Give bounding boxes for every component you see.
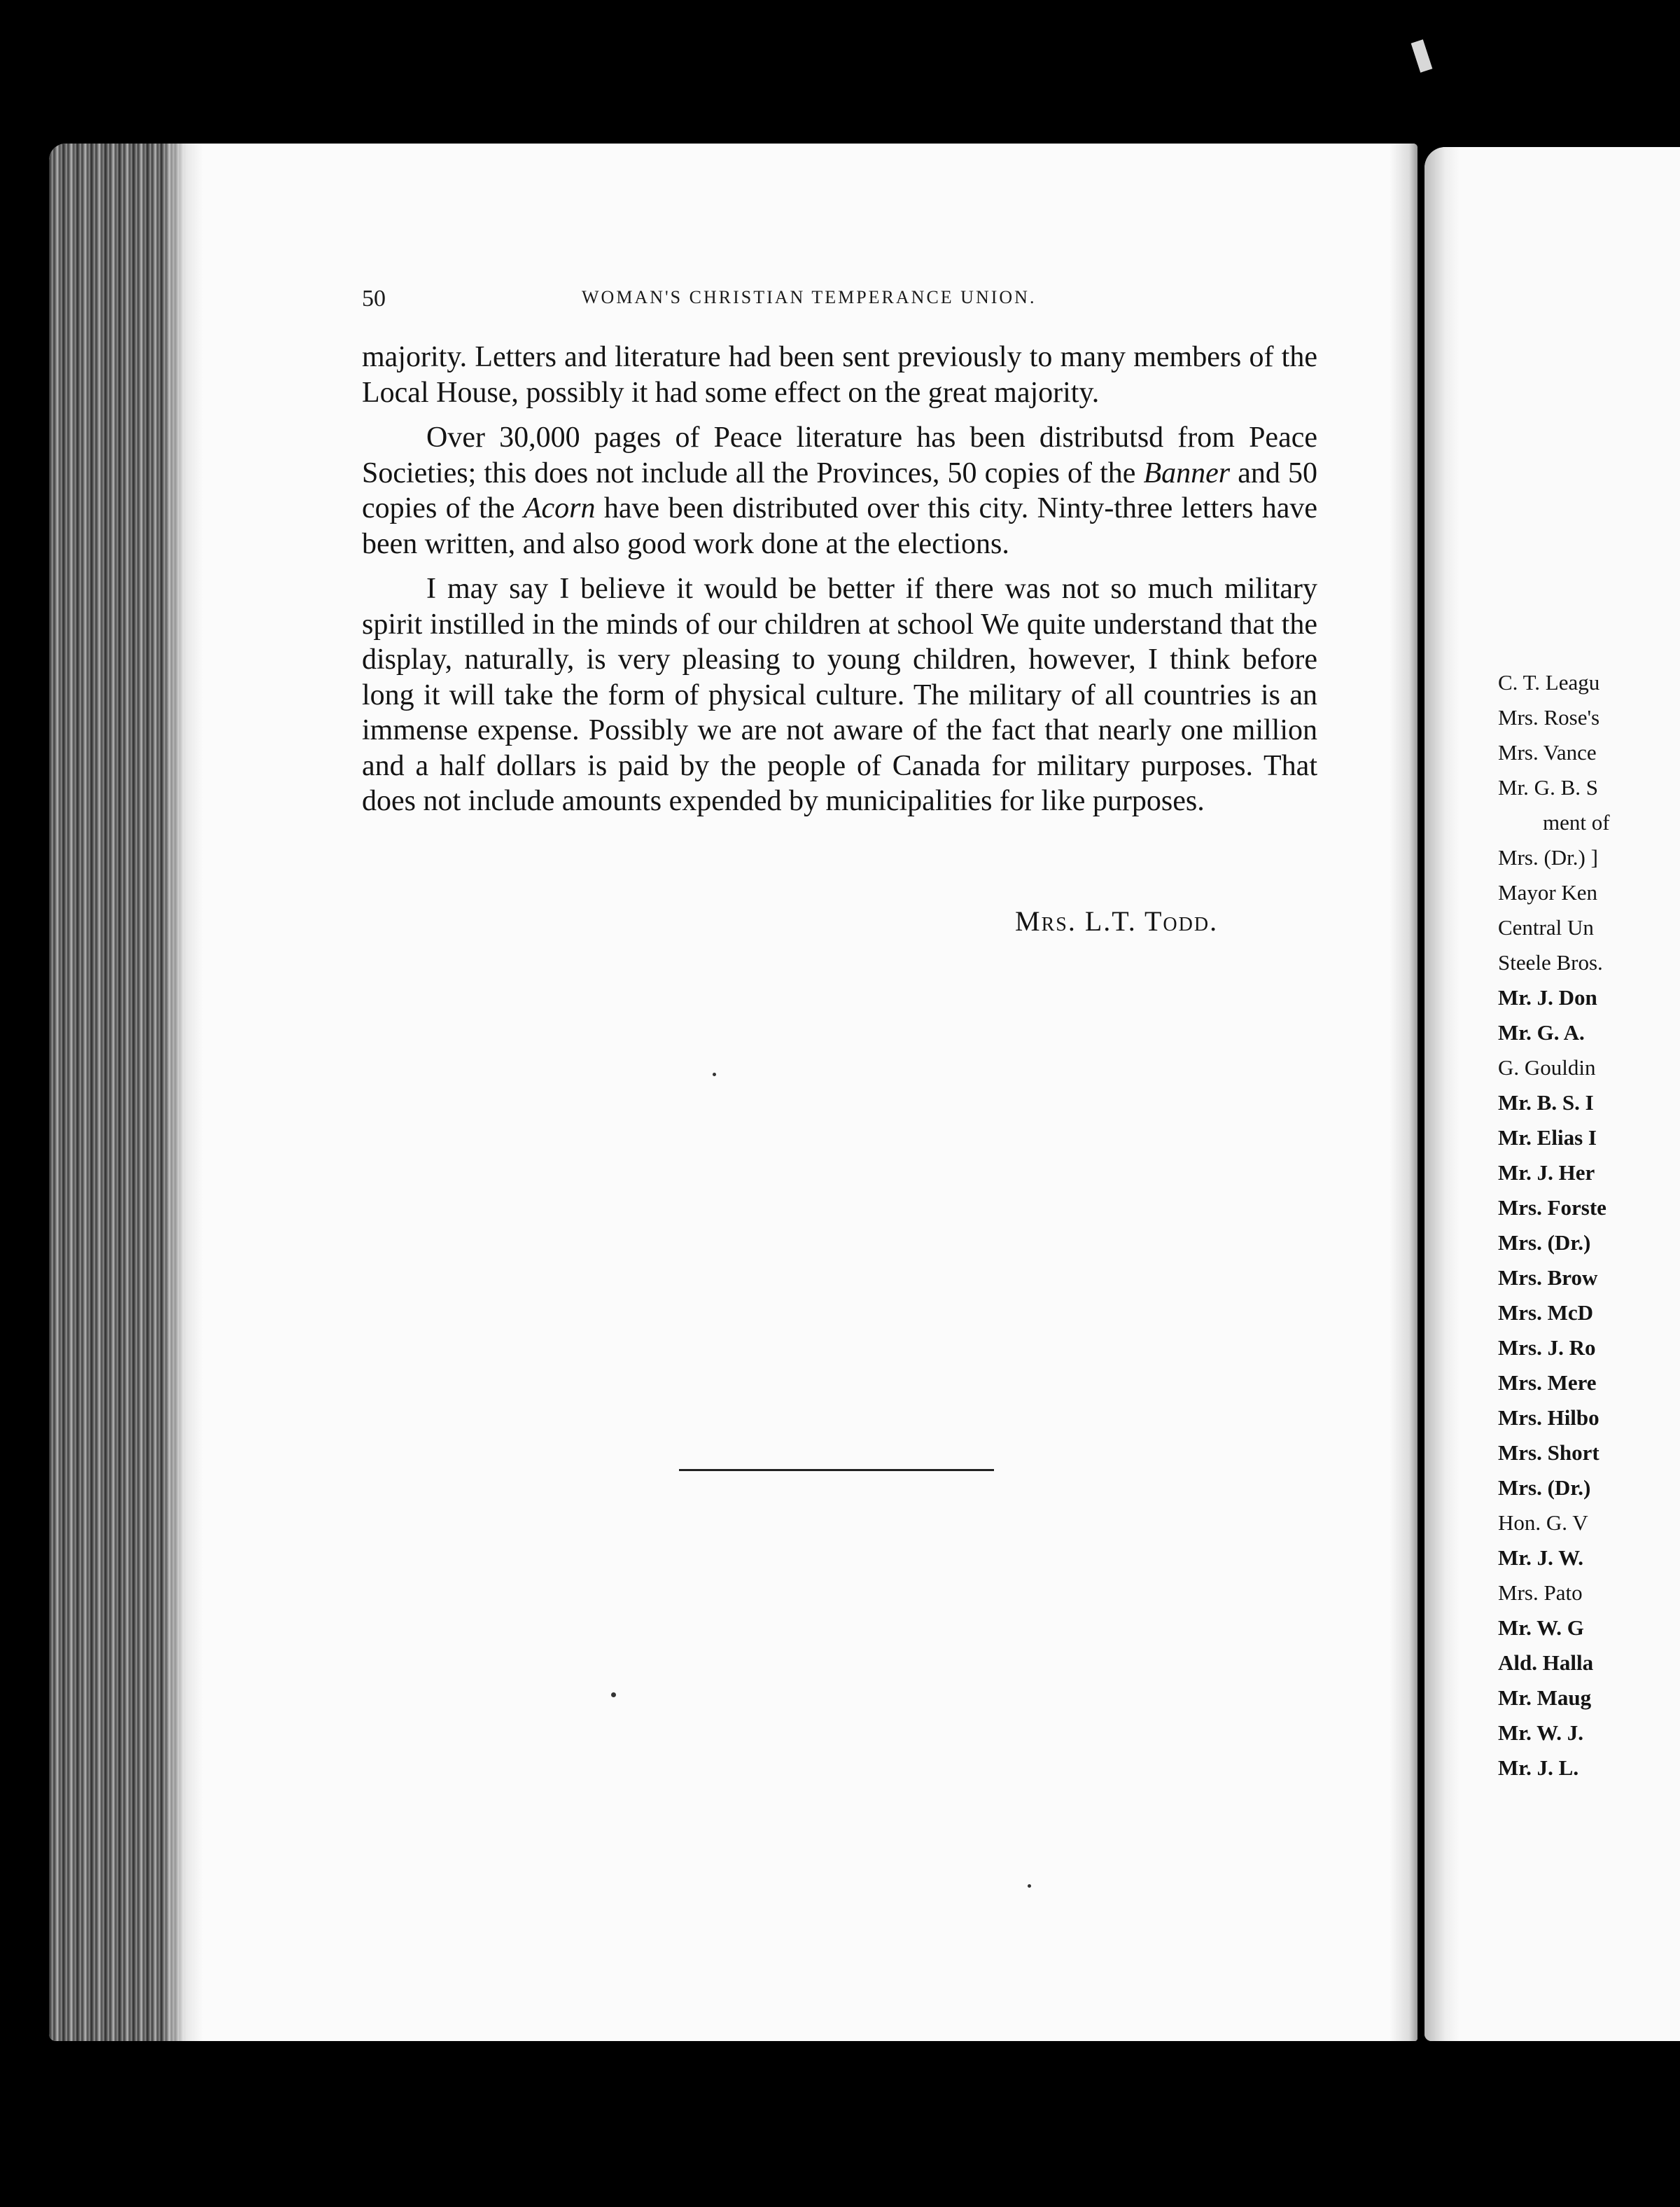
list-item: Mr. J. Don	[1498, 985, 1597, 1010]
speck	[1028, 1884, 1031, 1888]
list-item: Mr. Maug	[1498, 1685, 1592, 1710]
list-item: Mr. J. L.	[1498, 1755, 1579, 1780]
speck	[713, 1073, 716, 1076]
paragraph-1: majority. Letters and literature had been sent previously to many members of the Local House, possibly it had some effect on the great majority.	[362, 341, 1317, 409]
list-item: ment of	[1543, 810, 1610, 835]
list-item: Mrs. Brow	[1498, 1265, 1598, 1290]
list-item: Mrs. (Dr.)	[1498, 1475, 1591, 1500]
paragraph-3: I may say I believe it would be better if there was not so much military spirit instilled in the minds of our children at school We quite understand that the display, naturally, is very pleasing to young children, however, I think before long it will take the form of physical culture. The military of all countries is an immense expense. Possibly we are not aware of the fact that nearly one million and a half dollars is paid by the people of Canada for military purposes. That does not include amounts expended by municipalities for like purposes.	[362, 573, 1317, 817]
paragraph-2-part-b: and 50 copies of the	[362, 457, 1317, 524]
right-page-list	[1498, 665, 1680, 1785]
list-item: Mr. Elias I	[1498, 1125, 1597, 1150]
list-item: C. T. Leagu	[1498, 670, 1600, 695]
list-item: Mr. B. S. I	[1498, 1090, 1594, 1115]
banner-title: Banner	[1143, 457, 1231, 489]
paragraph-2-part-a: Over 30,000 pages of Peace literature has been distributsd from Peace Societies; this does not include all the Provinces, 50 copies of the	[362, 422, 1317, 489]
list-item: Central Un	[1498, 915, 1594, 940]
signature: Mrs. L.T. Todd.	[1015, 905, 1219, 937]
list-item: Mr. G. B. S	[1498, 775, 1598, 800]
paragraph-2-part-c: have been distributed over this city. Ninty-three letters have been written, and also good work done at the elections.	[362, 492, 1318, 560]
list-item: Mr. J. Her	[1498, 1160, 1595, 1185]
list-item: Mrs. Hilbo	[1498, 1405, 1600, 1430]
list-item: Mrs. J. Ro	[1498, 1335, 1596, 1360]
page-header	[362, 280, 1321, 315]
page-edges	[49, 144, 203, 2041]
list-item: Mrs. Forste	[1498, 1195, 1606, 1220]
list-item: Mrs. Pato	[1498, 1580, 1583, 1605]
list-item: Mr. J. W.	[1498, 1545, 1584, 1570]
list-item: Mrs. Vance	[1498, 740, 1597, 765]
gutter-shadow	[1390, 144, 1418, 2041]
list-item: G. Gouldin	[1498, 1055, 1596, 1080]
list-item: Hon. G. V	[1498, 1510, 1588, 1535]
list-item: Mrs. (Dr.)	[1498, 1230, 1591, 1255]
list-item: Mrs. (Dr.) ]	[1498, 845, 1598, 870]
paragraph-2	[362, 420, 1317, 562]
body-text	[362, 340, 1317, 819]
clip-mark	[1411, 39, 1433, 72]
list-item: Mr. W. J.	[1498, 1720, 1584, 1745]
list-item: Mrs. McD	[1498, 1300, 1593, 1325]
list-item: Mayor Ken	[1498, 880, 1598, 905]
list-item: Mrs. Mere	[1498, 1370, 1597, 1395]
page-number: 50	[362, 286, 386, 312]
speck	[611, 1692, 616, 1697]
acorn-title: Acorn	[523, 492, 596, 524]
horizontal-rule	[679, 1469, 994, 1471]
list-item: Ald. Halla	[1498, 1650, 1594, 1675]
list-item: Mrs. Rose's	[1498, 705, 1600, 730]
list-item: Mr. W. G	[1498, 1615, 1584, 1640]
list-item: Mrs. Short	[1498, 1440, 1600, 1465]
list-item: Mr. G. A.	[1498, 1020, 1585, 1045]
running-title: WOMAN'S CHRISTIAN TEMPERANCE UNION.	[582, 287, 1037, 307]
list-item: Steele Bros.	[1498, 950, 1603, 975]
right-page-shadow	[1424, 147, 1460, 2041]
